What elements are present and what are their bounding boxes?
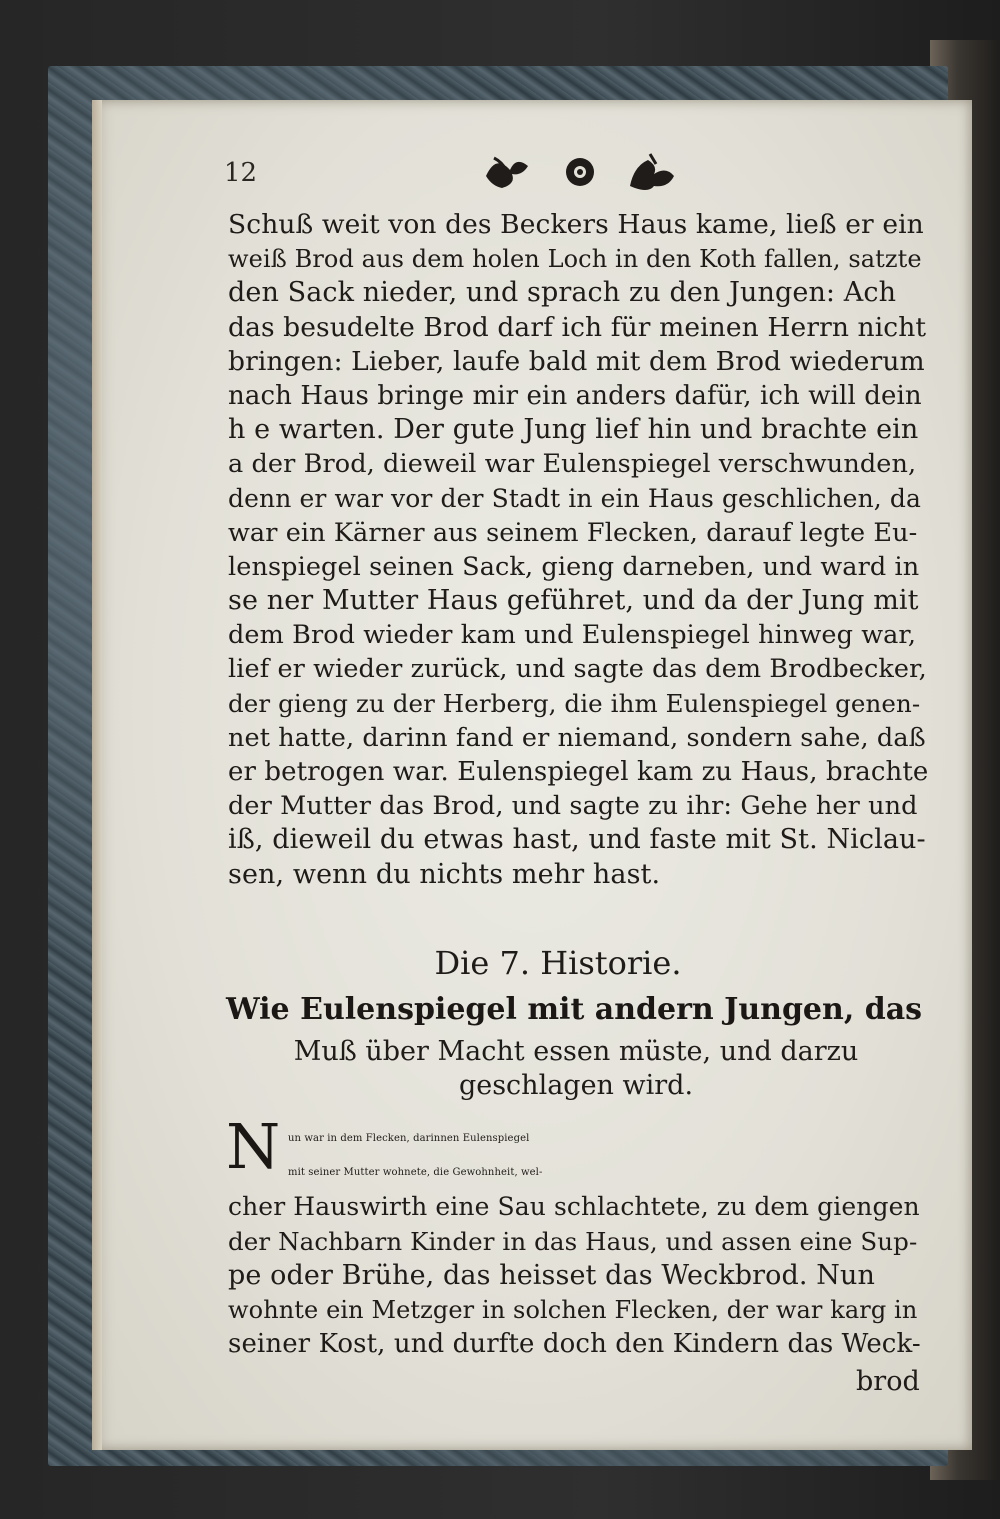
printer-fleuron-ornament-icon bbox=[480, 146, 680, 196]
text-line: weiß Brod aus dem holen Loch in den Koth fallen, satzte bbox=[228, 245, 922, 274]
main-text-block bbox=[228, 208, 928, 892]
text-line: Schuß weit von des Beckers Haus kame, ließ er ein bbox=[228, 209, 924, 240]
text-line: a der Brod, dieweil war Eulenspiegel verschwunden, bbox=[228, 449, 917, 480]
text-line: den Sack nieder, und sprach zu den Jungen: Ach bbox=[228, 277, 897, 309]
text-line: seiner Kost, und durfte doch den Kindern das Weck- bbox=[228, 1329, 921, 1360]
text-line: pe oder Brühe, das heisset das Weckbrod. Nun bbox=[228, 1259, 875, 1291]
text-line: war ein Kärner aus seinem Flecken, darauf legte Eu- bbox=[228, 517, 918, 548]
page-gutter bbox=[92, 100, 102, 1450]
page-number: 12 bbox=[224, 158, 258, 188]
text-line: das besudelte Brod darf ich für meinen Herrn nicht bbox=[228, 311, 927, 343]
text-line: un war in dem Flecken, darinnen Eulenspiegel bbox=[288, 1133, 530, 1144]
text-line: bringen: Lieber, laufe bald mit dem Brod wiederum bbox=[228, 345, 925, 377]
chapter-title: Wie Eulenspiegel mit andern Jungen, das bbox=[226, 992, 923, 1027]
text-line: h e warten. Der gute Jung lief hin und brachte ein bbox=[228, 414, 919, 446]
text-line: denn er war vor der Stadt in ein Haus geschlichen, da bbox=[228, 483, 921, 513]
text-line: der Nachbarn Kinder in das Haus, und assen eine Sup- bbox=[228, 1226, 918, 1256]
chapter-number: Die 7. Historie. bbox=[434, 944, 682, 982]
text-line: lief er wieder zurück, und sagte das dem Brodbecker, bbox=[228, 654, 927, 685]
catchword: brod bbox=[856, 1366, 920, 1397]
text-line: nach Haus bringe mir ein anders dafür, ich will dein bbox=[228, 380, 922, 411]
text-line: er betrogen war. Eulenspiegel kam zu Haus, brachte bbox=[228, 757, 929, 787]
chapter-text-block bbox=[228, 1122, 928, 1361]
text-line: sen, wenn du nichts mehr hast. bbox=[228, 858, 661, 890]
text-line: net hatte, darinn fand er niemand, sondern sahe, daß bbox=[228, 722, 926, 753]
text-line: se ner Mutter Haus geführet, und da der Jung mit bbox=[228, 585, 919, 617]
text-line: iß, dieweil du etwas hast, und faste mit St. Niclau- bbox=[228, 824, 926, 856]
chapter-subtitle-line-1: Muß über Macht essen müste, und darzu bbox=[293, 1036, 859, 1067]
chapter-subtitle-line-2: geschlagen wird. bbox=[458, 1070, 694, 1101]
text-line: der Mutter das Brod, und sagte zu ihr: Gehe her und bbox=[228, 791, 918, 822]
text-line: dem Brod wieder kam und Eulenspiegel hinweg war, bbox=[228, 620, 917, 651]
text-line: der gieng zu der Herberg, die ihm Eulenspiegel genen- bbox=[228, 688, 921, 718]
text-line: mit seiner Mutter wohnete, die Gewohnheit, wel- bbox=[288, 1167, 543, 1179]
text-line: cher Hauswirth eine Sau schlachtete, zu dem giengen bbox=[228, 1192, 920, 1222]
drop-cap: N bbox=[226, 1110, 281, 1183]
text-line: lenspiegel seinen Sack, gieng darneben, und ward in bbox=[228, 551, 920, 582]
text-line: wohnte ein Metzger in solchen Flecken, der war karg in bbox=[228, 1295, 918, 1324]
